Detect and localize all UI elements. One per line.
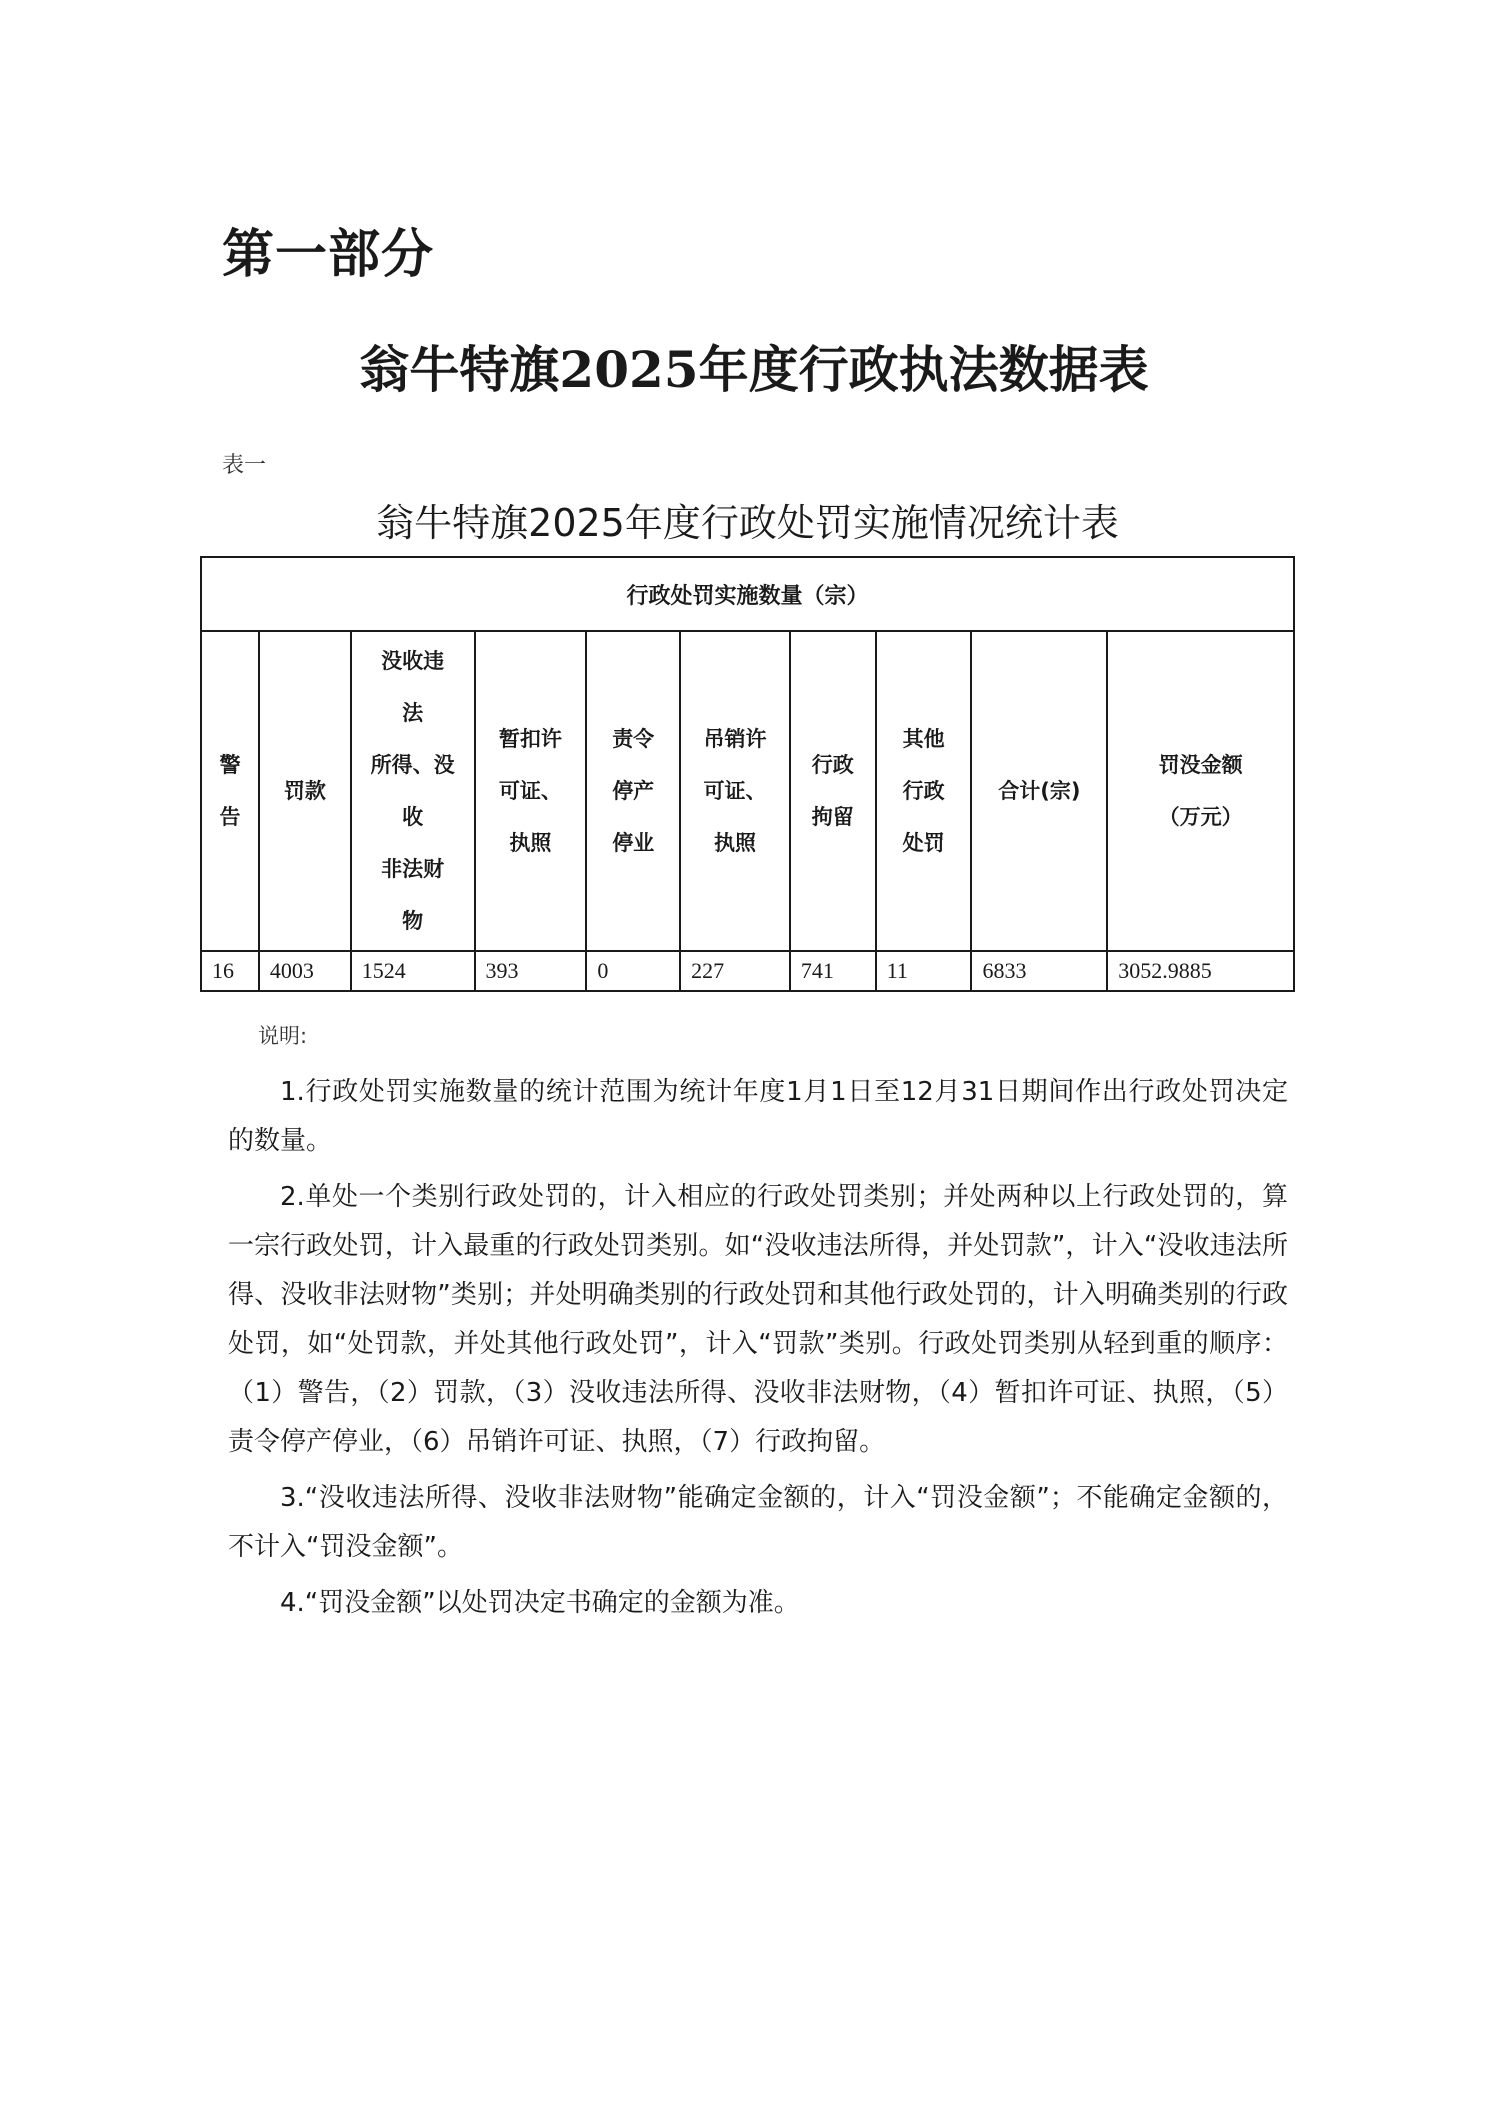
column-header-fine: 罚款: [259, 631, 351, 951]
group-header: 行政处罚实施数量（宗）: [201, 557, 1294, 631]
value-fine: 4003: [259, 951, 351, 991]
penalty-statistics-table: [200, 556, 1295, 992]
column-header-confiscation: 没收违 法 所得、没 收 非法财 物: [351, 631, 475, 951]
note-item: 3.“没收违法所得、没收非法财物”能确定金额的，计入“罚没金额”；不能确定金额的，不计入“罚没金额”。: [228, 1483, 1288, 1562]
value-confiscation: 1524: [351, 951, 475, 991]
notes-label: 说明:: [258, 1024, 308, 1048]
column-header-warning: 警 告: [201, 631, 259, 951]
value-other: 11: [876, 951, 972, 991]
note-item: 4.“罚没金额”以处罚决定书确定的金额为准。: [280, 1588, 800, 1618]
note-item: 1.行政处罚实施数量的统计范围为统计年度1月1日至12月31日期间作出行政处罚决定的数量。: [228, 1077, 1288, 1156]
value-total: 6833: [971, 951, 1107, 991]
value-detention: 741: [790, 951, 876, 991]
column-header-detention: 行政 拘留: [790, 631, 876, 951]
value-production-halt: 0: [586, 951, 680, 991]
notes-section: [228, 1020, 1288, 1628]
data-row: [201, 951, 1294, 991]
column-header-total: 合计(宗): [971, 631, 1107, 951]
column-header-production-halt: 责令 停产 停业: [586, 631, 680, 951]
value-license-revocation: 227: [680, 951, 790, 991]
group-header-row: [201, 557, 1294, 631]
part-title: 第一部分: [222, 224, 435, 285]
column-header-license-suspension: 暂扣许 可证、 执照: [475, 631, 587, 951]
main-title: 翁牛特旗2025年度行政执法数据表: [359, 340, 1149, 399]
note-item: 2.单处一个类别行政处罚的，计入相应的行政处罚类别；并处两种以上行政处罚的，算一宗行政处罚，计入最重的行政处罚类别。如“没收违法所得，并处罚款”，计入“没收违法所得、没收非法财物”类别；并处明确类别的行政处罚和其他行政处罚的，计入明确类别的行政处罚，如“处罚款，并处其他行政处罚”，计入“罚款”类别。行政处罚类别从轻到重的顺序：（1）警告，（2）罚款，（3）没收违法所得、没收非法财物，（4）暂扣许可证、执照，（5）责令停产停业，（6）吊销许可证、执照，（7）行政拘留。: [228, 1182, 1288, 1457]
value-amount: 3052.9885: [1107, 951, 1294, 991]
column-header-row: [201, 631, 1294, 951]
column-header-license-revocation: 吊销许 可证、 执照: [680, 631, 790, 951]
column-header-other: 其他 行政 处罚: [876, 631, 972, 951]
column-header-amount: 罚没金额 （万元）: [1107, 631, 1294, 951]
table-title: 翁牛特旗2025年度行政处罚实施情况统计表: [376, 501, 1119, 545]
value-license-suspension: 393: [475, 951, 587, 991]
value-warning: 16: [201, 951, 259, 991]
table-number: 表一: [222, 453, 267, 478]
